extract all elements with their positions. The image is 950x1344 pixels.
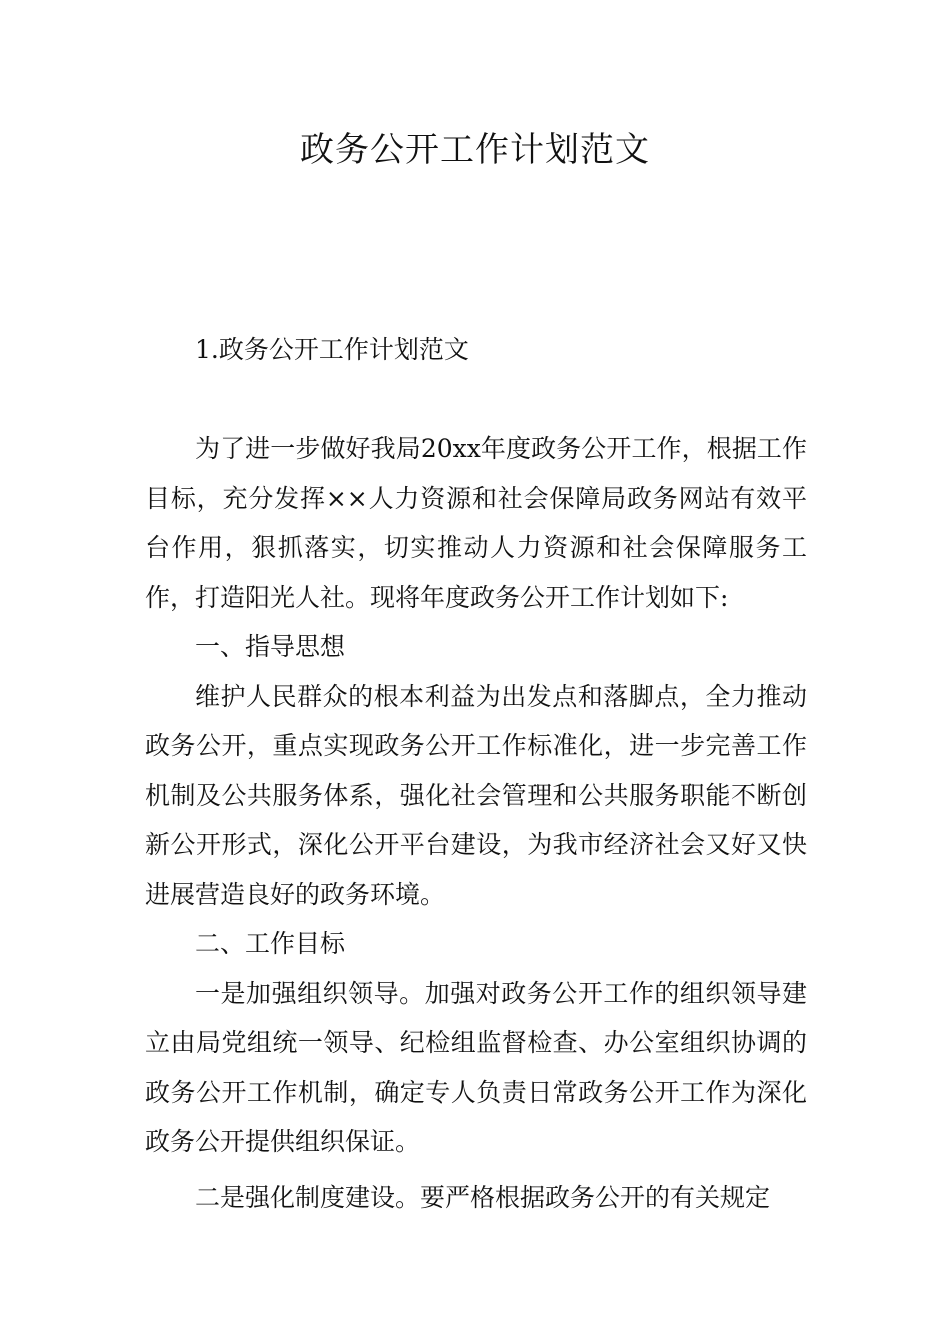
- document-body: [145, 325, 807, 1222]
- heading-guiding-ideology: 一、指导思想: [195, 632, 346, 661]
- paragraph-guiding-ideology: 维护人民群众的根本利益为出发点和落脚点，全力推动政务公开，重点实现政务公开工作标准化，进一步完善工作机制及公共服务体系，强化社会管理和公共服务职能不断创新公开形式，深化公开平台建设，为我市经济社会又好又快进展营造良好的政务环境。: [145, 681, 807, 909]
- document-title: 政务公开工作计划范文: [300, 130, 650, 170]
- heading-work-goals: 二、工作目标: [195, 929, 346, 958]
- section-subtitle: 1.政务公开工作计划范文: [195, 335, 469, 364]
- paragraph-system-building: 二是强化制度建设。要严格根据政务公开的有关规定: [195, 1182, 771, 1212]
- paragraph-organization: 一是加强组织领导。加强对政务公开工作的组织领导建立由局党组统一领导、纪检组监督检查、办公室组织协调的政务公开工作机制，确定专人负责日常政务公开工作为深化政务公开提供组织保证。: [145, 978, 807, 1156]
- paragraph-intro: 为了进一步做好我局20xx年度政务公开工作，根据工作目标，充分发挥××人力资源和社会保障局政务网站有效平台作用，狠抓落实，切实推动人力资源和社会保障服务工作，打造阳光人社。现将年度政务公开工作计划如下:: [145, 434, 807, 612]
